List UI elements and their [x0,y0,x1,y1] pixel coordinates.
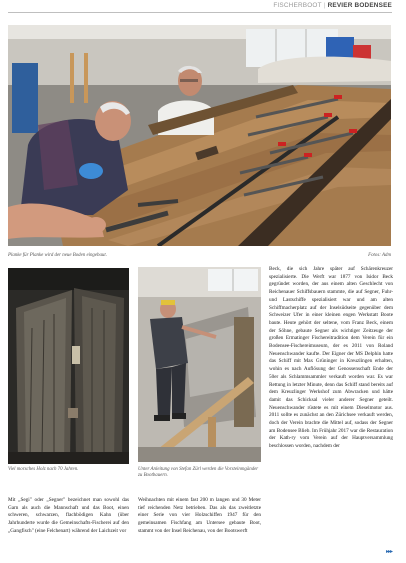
header-separator: | [323,2,326,9]
article-paragraph: Weihnachten mit einem fast 200 m langen und 30 Meter tief reichenden Netz betrieben. Das als das zweitletzte einer Serie von vier Holzschiffen 1947 für den gemeinsamen Fischfang am Untersee gebaute Boot, stammt von der Insel Reichenau, von der Bootswerft [138,497,261,534]
continued-arrows-icon: ▸▸▸ [385,549,392,555]
main-photo-caption: Planke für Planke wird der neue Boden eingebaut. [8,253,107,258]
main-photo-workshop [8,25,391,246]
page-header [8,0,392,14]
section-title: REVIER BODENSEE [327,2,392,9]
middle-photo-worker [138,267,261,462]
article-paragraph: Mit „Segi" oder „Segner" bezeichnet man sowohl das Garn als auch die Mannschaft und das Boot, einen schweren, schwarzen, flachbödigen Kahn (über Jahrhunderte wurde die Gemeinschafts-Fischerei auf den „Gangfisch" (eine Felchenart) während der Laichzeit vor [8,497,129,534]
header-rule [8,12,392,13]
section-label: FISCHERBOOT [273,2,322,9]
middle-photo-caption: Unter Anleitung von Stefan Zürl werden die Vorsteinmgänder zu Bootbauern. [138,467,259,478]
article-paragraph: Beck, die sich Jahre später auf Schärenkreuzer spezialisierte. Die Werft war 1877 von Isidor Beck gegründet worden, der aus einem alten Geschlecht von Reichenauer Schiffsbauern stammte, die auf Segner, Fuhr- und Lastschiffe spezialisiert war und am alten Schiffmacherplatz auf der Inselsüdseite gegenüber dem Schweizer Ufer in einer kleinen engen Werkstatt Boote baute. Heute gehört der seltene, vom Franz Beck, einem der Söhne, gebaute Segner als wichtiger Zeitzeuge der großen Ermatinger Fischereitradition dem Verein für ein Bodensee-Fischereimuseum, der es 2011 von Roland Neuenschwander kaufte. Der Eigner der MS Delphin hatte das Schiff mit Max Grüninger in Kreuzlingen erhalten, wohin es nach Auflösung der Genossenschaft Ende der 50er als Schlammsammler verkauft worden war. Es war Rettung in letzter Minute, denn das Schiff stand bereits auf dem Kreuzlinger Werkshof zum Abwracken und hätte damit das Schicksal vieler anderer Segner geteilt. Neuenschwander rüstete es mit einem Dieselmotor aus. 2011 sollte es zunächst an den Zürichsee verkauft werden, doch der Verein brachte die Mittel auf, sodass der Segner am Bodensee Blieb. Im Frühjahr 2017 war die Restauration der Kath-ry vom Verein auf der Hauptversammlung beschlossen worden, nachdem der [269,266,393,450]
article-column-bottom-left [8,497,129,536]
left-photo-caption: Viel morsches Holz nach 70 Jahren. [8,467,79,472]
left-photo-rotten-wood [8,268,129,464]
photo-credit: Fotos: Adm [368,253,391,258]
header-text [273,2,392,9]
article-column-bottom-middle [138,497,261,536]
article-column-right [269,266,393,451]
